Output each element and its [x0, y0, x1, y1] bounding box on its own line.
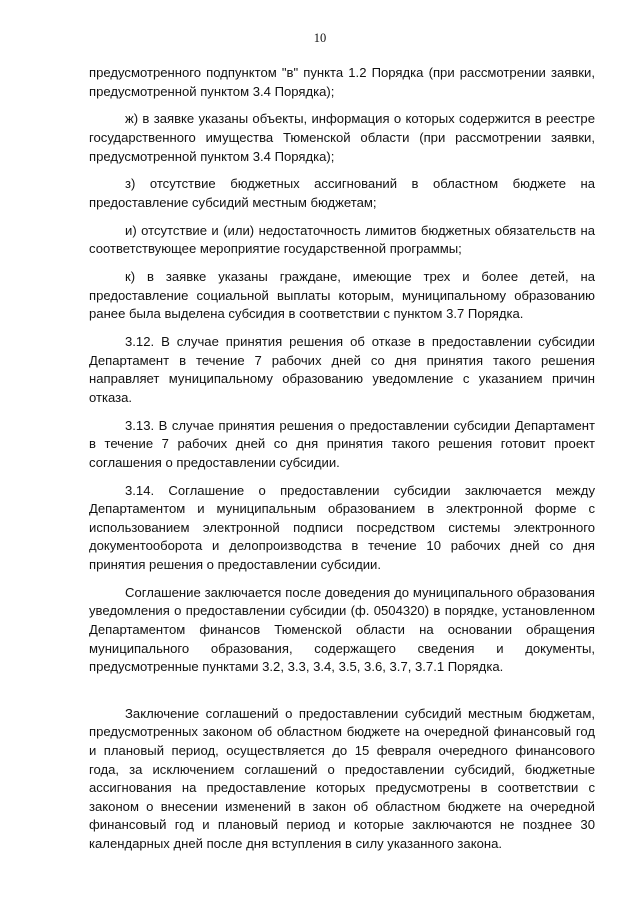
document-body: [89, 64, 595, 863]
paragraph-3-13: 3.13. В случае принятия решения о предоставлении субсидии Департамент в течение 7 рабочих дней со дня принятия такого решения готовит проект соглашения о предоставлении субсидии.: [89, 417, 595, 470]
paragraph-item-zh: ж) в заявке указаны объекты, информация о которых содержится в реестре государственного имущества Тюменской области (при рассмотрении заявки, предусмотренной пунктом 3.4 Порядка);: [89, 111, 595, 164]
page-number: 10: [313, 31, 327, 45]
paragraph-conclusion: Заключение соглашений о предоставлении субсидий местным бюджетам, предусмотренных законом об областном бюджете на очередной финансовый год и плановый период, осуществляется до 15 февраля очередного финансового года, за исключением соглашений о предоставлении субсидий, бюджетные ассигнования на предоставление которых предусмотрены в соответствии с законом о внесении изменений в закон об областном бюджете на очередной финансовый год и плановый период и которые заключаются не позднее 30 календарных дней после дня вступления в силу указанного закона.: [89, 705, 595, 851]
paragraph-item-k: к) в заявке указаны граждане, имеющие трех и более детей, на предоставление социальной выплаты которым, муниципальному образованию ранее была выделена субсидия в соответствии с пунктом 3.7 Порядка.: [89, 269, 595, 322]
paragraph-3-14: 3.14. Соглашение о предоставлении субсидии заключается между Департаментом и муниципальным образованием в электронной форме с использованием электронной подписи посредством системы электронного документооборота и делопроизводства в течение 10 рабочих дней со дня принятия решения о предоставлении субсидии.: [89, 482, 595, 572]
paragraph-item-i: и) отсутствие и (или) недостаточность лимитов бюджетных обязательств на соответствующее мероприятие государственной программы;: [89, 222, 595, 257]
paragraph-continuation: предусмотренного подпунктом "в" пункта 1.2 Порядка (при рассмотрении заявки, предусмотренной пунктом 3.4 Порядка);: [89, 65, 595, 99]
paragraph-item-z: з) отсутствие бюджетных ассигнований в областном бюджете на предоставление субсидий местным бюджетам;: [89, 176, 595, 210]
paragraph-3-12: 3.12. В случае принятия решения об отказе в предоставлении субсидии Департамент в течение 7 рабочих дней со дня принятия такого решения направляет муниципальному образованию уведомление с указанием причин отказа.: [89, 334, 595, 405]
paragraph-agreement: Соглашение заключается после доведения до муниципального образования уведомления о предоставлении субсидии (ф. 0504320) в порядке, установленном Департаментом финансов Тюменской области на основании обращения муниципального образования, содержащего сведения и документы, предусмотренные пунктами 3.2, 3.3, 3.4, 3.5, 3.6, 3.7, 3.7.1 Порядка.: [89, 584, 595, 675]
